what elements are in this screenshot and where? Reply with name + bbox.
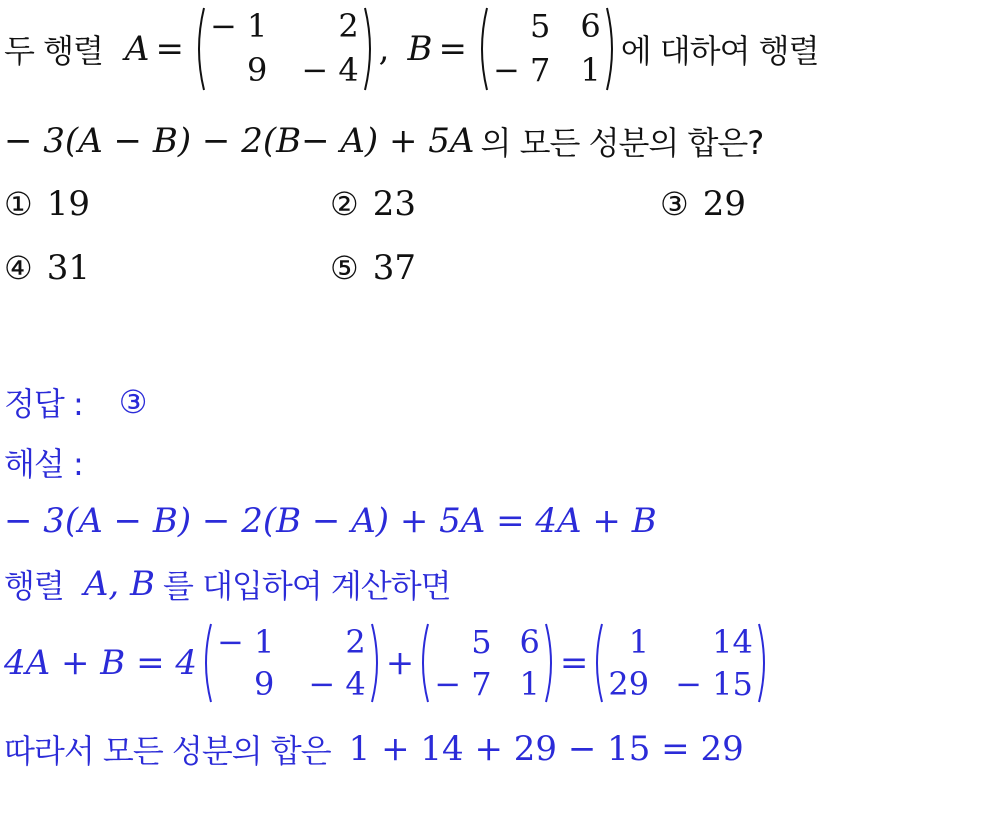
left-paren-icon: [590, 622, 604, 704]
answer-label: 정답 :: [4, 385, 83, 423]
matrix-b: [475, 6, 619, 92]
choice-4[interactable]: [4, 248, 90, 288]
question-line-2: [4, 116, 763, 166]
matrix-cell: 29: [608, 665, 650, 703]
solution-step-4: [4, 724, 744, 774]
matrix-b-cell: 5: [529, 7, 551, 45]
solution-matrix-result: [590, 622, 770, 704]
matrix-a: [192, 6, 377, 92]
left-paren-icon: [416, 622, 430, 704]
matrix-cell: 6: [519, 623, 540, 661]
matrix-a-cell: 9: [246, 51, 268, 89]
solution-step-1-expr: − 3(A − B) − 2(B − A) + 5A = 4A + B: [4, 501, 657, 541]
matrix-cell: 14: [712, 623, 753, 661]
matrix-cell: − 4: [308, 665, 366, 703]
solution-step-3-lhs: 4A + B = 4: [4, 643, 198, 683]
plus-sign: +: [385, 643, 415, 683]
right-paren-icon: [363, 6, 377, 92]
right-paren-icon: [605, 6, 619, 92]
left-paren-icon: [192, 6, 206, 92]
choice-mark: ④: [4, 249, 33, 287]
solution-step-2-vars: A, B: [83, 564, 155, 604]
choice-mark: ③: [660, 185, 689, 223]
matrix-cell: − 1: [217, 623, 275, 661]
solution-step-2-suffix: 를 대입하여 계산하면: [162, 567, 451, 605]
matrix-b-label: B: [407, 29, 433, 69]
comma: ,: [378, 29, 390, 69]
solution-step-4-prefix: 따라서 모든 성분의 합은: [4, 732, 331, 770]
matrix-a-cell: − 4: [301, 51, 359, 89]
solution-step-1: [4, 496, 657, 546]
matrix-cell: − 15: [675, 665, 753, 703]
question-line-1: [4, 4, 819, 94]
solution-step-2: [4, 560, 451, 608]
matrix-a-cell: − 1: [209, 7, 268, 45]
matrix-cell: 1: [628, 623, 650, 661]
solution-matrix-b: [416, 622, 558, 704]
matrix-cell: 9: [254, 665, 275, 703]
solution-step-4-expr: 1 + 14 + 29 − 15 = 29: [348, 729, 744, 769]
answer-value: ③: [118, 383, 147, 421]
choice-5[interactable]: [330, 248, 416, 288]
choice-3[interactable]: [660, 184, 746, 224]
matrix-a-cell: 2: [338, 7, 359, 45]
matrix-b-cell: 1: [580, 51, 601, 89]
answer-line: [4, 380, 146, 424]
solution-step-2-prefix: 행렬: [4, 567, 64, 605]
right-paren-icon: [370, 622, 384, 704]
choice-value: 37: [372, 248, 416, 288]
solution-step-3: [4, 620, 773, 706]
choice-value: 23: [372, 184, 416, 224]
matrix-cell: 2: [345, 623, 366, 661]
choice-mark: ②: [330, 185, 359, 223]
solution-label-line: [4, 440, 83, 484]
choice-mark: ⑤: [330, 249, 359, 287]
question-expression: − 3(A − B) − 2(B− A) + 5A: [4, 121, 475, 161]
right-paren-icon: [544, 622, 558, 704]
right-paren-icon: [757, 622, 771, 704]
equals-sign: =: [559, 643, 589, 683]
equals-sign: =: [438, 29, 467, 69]
choice-value: 31: [46, 248, 90, 288]
question-suffix: 에 대하여 행렬: [620, 32, 819, 70]
question-prefix: 두 행렬: [4, 32, 103, 70]
question-ask: 의 모든 성분의 합은?: [480, 124, 764, 162]
matrix-cell: 1: [519, 665, 540, 703]
choice-mark: ①: [4, 185, 33, 223]
matrix-a-label: A: [124, 29, 150, 69]
choice-value: 29: [702, 184, 746, 224]
matrix-b-cell: − 7: [492, 51, 551, 89]
matrix-cell: − 7: [434, 665, 492, 703]
solution-label: 해설 :: [4, 445, 83, 483]
equals-sign: =: [155, 29, 184, 69]
choice-2[interactable]: [330, 184, 416, 224]
left-paren-icon: [199, 622, 213, 704]
solution-matrix-a: [199, 622, 384, 704]
choice-1[interactable]: [4, 184, 90, 224]
left-paren-icon: [475, 6, 489, 92]
choice-value: 19: [46, 184, 90, 224]
matrix-b-cell: 6: [580, 7, 601, 45]
matrix-cell: 5: [471, 623, 492, 661]
